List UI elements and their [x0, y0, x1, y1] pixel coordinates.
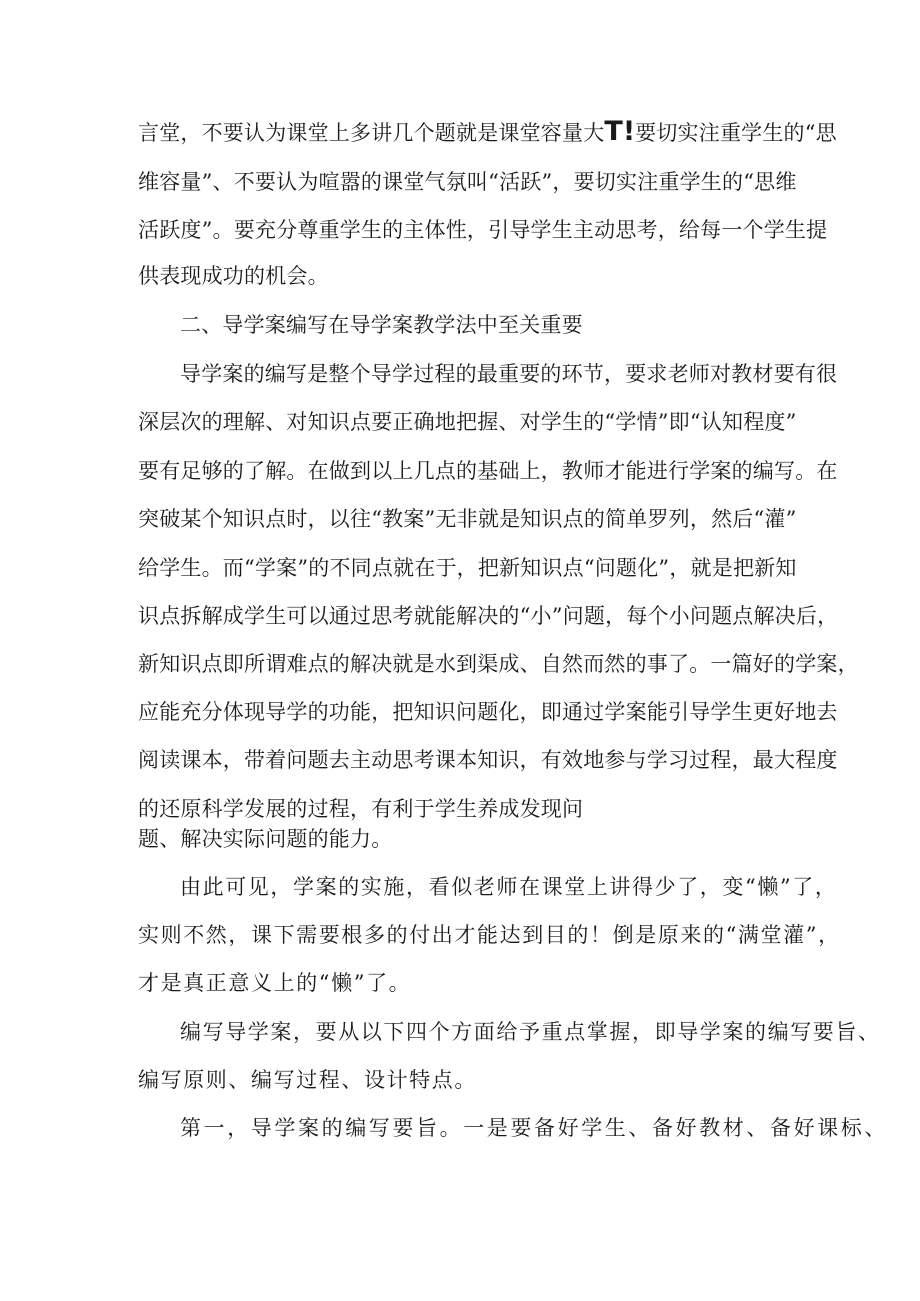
paragraph-line: 编写导学案，要从以下四个方面给予重点掌握，即导学案的编写要旨、	[180, 1020, 881, 1044]
paragraph-line: 阅读课本，带着问题去主动思考课本知识，有效地参与学习过程，最大程度	[138, 748, 838, 772]
paragraph-line: 供表现成功的机会。	[138, 264, 329, 288]
paragraph-line: 深层次的理解、对知识点要正确地把握、对学生的“学情”即“认知程度”	[138, 410, 797, 434]
paragraph-line: 给学生。而“学案”的不同点就在于，把新知识点“问题化”，就是把新知	[138, 556, 797, 580]
line-text: 要切实注重学生的“思	[635, 121, 837, 145]
paragraph-line: 突破某个知识点时，以往“教案”无非就是知识点的简单罗列，然后“灌”	[138, 507, 797, 531]
line-text: 言堂，不要认为课堂上多讲几个题就是课堂容量大	[138, 121, 605, 145]
paragraph-line: 的还原科学发展的过程，有利于学生养成发现问	[138, 797, 584, 821]
paragraph-line: 应能充分体现导学的功能，把知识问题化，即通过学案能引导学生更好地去	[138, 700, 838, 724]
paragraph-line: 导学案的编写是整个导学过程的最重要的环节，要求老师对教材要有很	[180, 362, 838, 386]
paragraph-line: 识点拆解成学生可以通过思考就能解决的“小”问题，每个小问题点解决后，	[138, 604, 839, 628]
paragraph-line: 实则不然，课下需要根多的付出才能达到目的！倒是原来的“满堂灌”，	[138, 923, 841, 947]
section-heading: 二、导学案编写在导学案教学法中至关重要	[180, 313, 583, 337]
paragraph-line: 活跃度”。要充分尊重学生的主体性，引导学生主动思考，给每一个学生提	[138, 218, 828, 242]
paragraph-line: 编写原则、编写过程、设计特点。	[138, 1068, 477, 1092]
paragraph-line	[138, 118, 837, 147]
paragraph-line: 由此可见，学案的实施，看似老师在课堂上讲得少了，变“懒”了，	[180, 875, 838, 899]
paragraph-line: 才是真正意义上的“懒”了。	[138, 971, 412, 995]
paragraph-line: 新知识点即所谓难点的解决就是水到渠成、自然而然的事了。一篇好的学案，	[138, 652, 859, 676]
paragraph-line: 维容量”、不要认为喧嚣的课堂气氛叫“活跃”，要切实注重学生的“思维	[138, 170, 797, 194]
paragraph-line: 题、解决实际问题的能力。	[138, 827, 393, 851]
paragraph-line: 第一，导学案的编写要旨。一是要备好学生、备好教材、备好课标、	[180, 1116, 888, 1140]
stray-glyph: T!	[604, 116, 636, 147]
paragraph-line: 要有足够的了解。在做到以上几点的基础上，教师才能进行学案的编写。在	[138, 459, 838, 483]
